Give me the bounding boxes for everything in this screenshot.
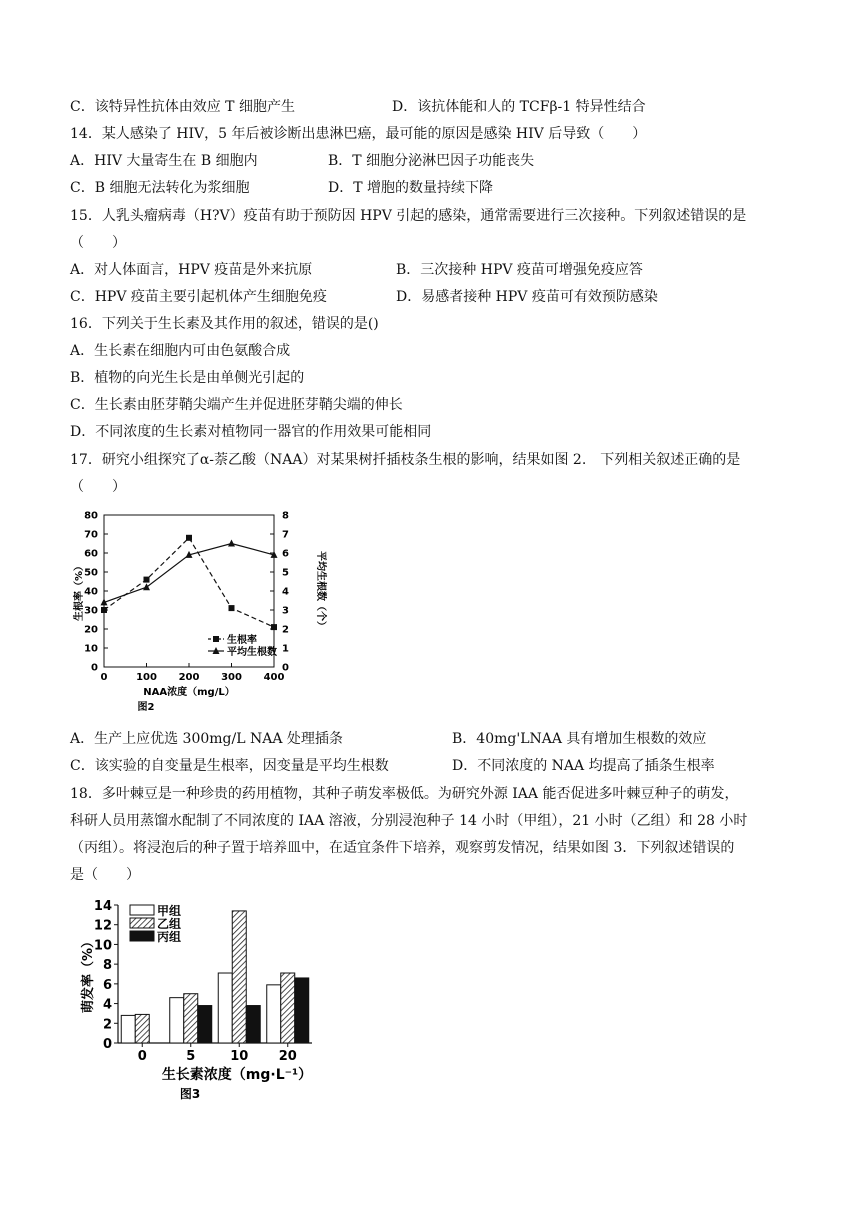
q13-option-c: C．该特异性抗体由效应 T 细胞产生	[70, 99, 295, 115]
q15-option-b: B．三次接种 HPV 疫苗可增强免疫应答	[396, 262, 643, 278]
legend-label: 甲组	[157, 904, 182, 918]
bar-hatched	[281, 973, 295, 1043]
y2-tick-label: 1	[282, 643, 289, 655]
data-point-square	[271, 624, 277, 630]
figure-3-chart	[70, 893, 330, 1105]
x-tick-label: 5	[186, 1049, 196, 1064]
legend-swatch	[130, 905, 154, 915]
y-tick-label: 30	[84, 605, 98, 617]
q14-option-d: D．T 增胞的数量持续下降	[328, 180, 494, 196]
x-axis-label: NAA浓度（mg/L）	[143, 687, 235, 698]
bar-white	[267, 985, 281, 1043]
bar-black	[198, 1006, 212, 1043]
data-point-square	[101, 607, 107, 613]
y-tick-label: 10	[84, 643, 98, 655]
q18-stem-line-3: （丙组）。将浸泡后的种子置于培养皿中，在适宜条件下培养，观察剪发情况，结果如图 3．下列叙述错误的	[70, 840, 735, 856]
x-tick-label: 10	[230, 1049, 249, 1064]
q17-option-a: A．生产上应优选 300mg/L NAA 处理插条	[70, 731, 343, 747]
legend-label: 丙组	[157, 930, 182, 944]
y-tick-label: 14	[93, 899, 112, 914]
y2-tick-label: 8	[282, 510, 289, 522]
y-tick-label: 50	[84, 567, 98, 579]
y-tick-label: 0	[91, 662, 98, 674]
q15-stem: 15．人乳头瘤病毒（H?V）疫苗有助于预防因 HPV 引起的感染，通常需要进行三次接种。下列叙述错误的是	[70, 208, 747, 224]
q17-option-c: C．该实验的自变量是生根率，因变量是平均生根数	[70, 758, 389, 774]
y2-tick-label: 3	[282, 605, 289, 617]
x-tick-label: 0	[100, 672, 108, 683]
q16-option-a: A．生长素在细胞内可由色氨酸合成	[70, 343, 291, 359]
x-tick-label: 20	[278, 1049, 297, 1064]
bar-black	[246, 1006, 260, 1043]
x-tick-label: 200	[178, 672, 200, 683]
legend-label: 乙组	[157, 917, 182, 931]
bar-white	[121, 1015, 135, 1043]
q15-option-d: D．易感者接种 HPV 疫苗可有效预防感染	[396, 289, 658, 305]
x-tick-label: 400	[263, 672, 285, 683]
data-point-square	[186, 535, 192, 541]
x-tick-label: 300	[221, 672, 242, 683]
q16-stem: 16．下列关于生长素及其作用的叙述，错误的是()	[70, 316, 379, 332]
q14-option-c: C．B 细胞无法转化为浆细胞	[70, 180, 250, 196]
q14-option-a: A．HIV 大量寄生在 B 细胞内	[70, 153, 258, 169]
y2-tick-label: 5	[282, 567, 289, 579]
y2-tick-label: 0	[282, 662, 289, 674]
q15-option-c: C．HPV 疫苗主要引起机体产生细胞免疫	[70, 289, 327, 305]
q16-option-d: D．不同浓度的生长素对植物同一器官的作用效果可能相同	[70, 424, 432, 440]
bar-hatched	[184, 994, 198, 1043]
q17-option-b: B．40mg'LNAA 具有增加生根数的效应	[452, 731, 707, 747]
q18-stem-line-4: 是（ ）	[70, 867, 140, 883]
y2-tick-label: 4	[282, 586, 289, 598]
y-tick-label: 4	[102, 997, 112, 1013]
y-tick-label: 70	[84, 529, 98, 541]
data-point-square	[229, 605, 235, 611]
y-tick-label: 0	[102, 1037, 112, 1052]
legend-swatch	[130, 918, 154, 928]
q16-option-c: C．生长素由胚芽鞘尖端产生并促进胚芽鞘尖端的伸长	[70, 397, 403, 413]
figure-caption: 图2	[137, 702, 155, 713]
q17-stem: 17．研究小组探究了α-萘乙酸（NAA）对某果树扦插枝条生根的影响，结果如图 2. 下列相关叙述正确的是	[70, 452, 741, 468]
bar-white	[170, 998, 184, 1043]
y-tick-label: 40	[84, 586, 98, 598]
legend-swatch	[130, 931, 154, 941]
y2-tick-label: 6	[282, 548, 289, 560]
figure-2-chart	[66, 505, 346, 720]
q16-option-b: B．植物的向光生长是由单侧光引起的	[70, 370, 305, 386]
bar-hatched	[232, 911, 246, 1043]
q13-option-d: D．该抗体能和人的 TCFβ-1 特异性结合	[392, 99, 646, 115]
x-axis-label: 生长素浓度（mg·L⁻¹）	[161, 1067, 313, 1083]
y-tick-label: 6	[102, 977, 112, 993]
legend-label: 平均生根数	[227, 647, 277, 658]
y-tick-label: 80	[84, 510, 98, 522]
y-tick-label: 10	[93, 938, 112, 954]
y-tick-label: 60	[84, 548, 98, 560]
figure-caption: 图3	[179, 1087, 201, 1101]
q17-stem-bracket: （ ）	[70, 479, 126, 495]
q15-option-a: A．对人体面言，HPV 疫苗是外来抗原	[70, 262, 313, 278]
y-tick-label: 12	[93, 918, 112, 934]
q14-option-b: B．T 细胞分泌淋巴因子功能丧失	[328, 153, 535, 169]
y2-axis-label: 平均生根数（个）	[315, 551, 326, 631]
bar-white	[218, 973, 232, 1043]
bar-hatched	[135, 1014, 149, 1043]
data-point-triangle	[143, 583, 150, 590]
y-tick-label: 8	[102, 958, 112, 974]
y-axis-label: 生根率（%）	[74, 560, 85, 622]
y2-tick-label: 2	[282, 624, 289, 636]
legend-marker-square	[213, 636, 219, 642]
q15-stem-bracket: （ ）	[70, 235, 126, 251]
x-tick-label: 100	[136, 672, 157, 683]
q17-option-d: D．不同浓度的 NAA 均提高了插条生根率	[452, 758, 715, 774]
y-axis-label: 萌发率（%）	[81, 934, 96, 1014]
q14-stem: 14．某人感染了 HIV，5 年后被诊断出患淋巴癌，最可能的原因是感染 HIV 后导致（ ）	[70, 126, 647, 142]
x-tick-label: 0	[137, 1049, 147, 1064]
y-tick-label: 2	[102, 1017, 112, 1033]
y-tick-label: 20	[84, 624, 98, 636]
data-point-triangle	[228, 540, 235, 547]
y2-tick-label: 7	[282, 529, 289, 541]
bar-black	[295, 978, 309, 1043]
legend-label: 生根率	[227, 635, 257, 646]
q18-stem-line-2: 科研人员用蒸馏水配制了不同浓度的 IAA 溶液，分别浸泡种子 14 小时（甲组），21 小时（乙组）和 28 小时	[70, 813, 748, 829]
q18-stem-line-1: 18．多叶棘豆是一种珍贵的药用植物，其种子萌发率极低。为研究外源 IAA 能否促进多叶棘豆种子的萌发，	[70, 786, 739, 802]
data-point-square	[144, 577, 150, 583]
